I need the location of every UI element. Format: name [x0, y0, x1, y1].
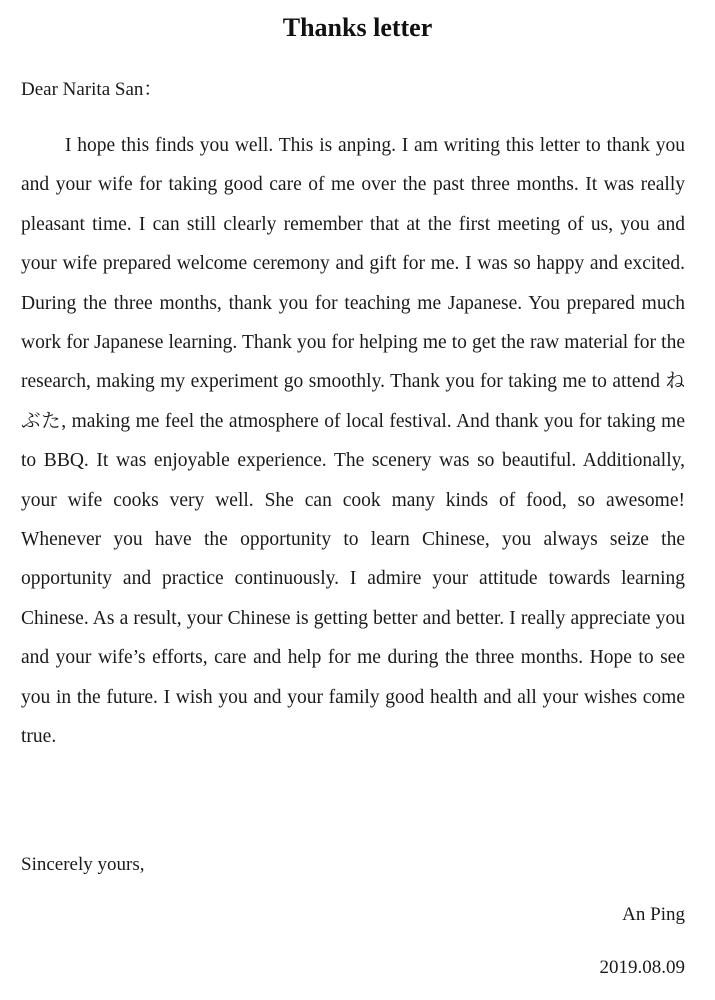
letter-closing: Sincerely yours, [21, 854, 145, 875]
letter-body: I hope this finds you well. This is anping. I am writing this letter to thank you and your wife for taking good care of me over the past three months. It was really pleasant time. I can still clearly remember that at the first meeting of us, you and your wife prepared welcome ceremony and gift for me. I was so happy and excited. During the three months, thank you for teaching me Japanese. You prepared much work for Japanese learning. Thank you for helping me to get the raw material for the research, making my experiment go smoothly. Thank you for taking me to attend ねぶた, making me feel the atmosphere of local festival. And thank you for taking me to BBQ. It was enjoyable experience. The scenery was so beautiful. Additionally, your wife cooks very well. She can cook many kinds of food, so awesome! Whenever you have the opportunity to learn Chinese, you always seize the opportunity and practice continuously. I admire your attitude towards learning Chinese. As a result, your Chinese is getting better and better. I really appreciate you and your wife’s efforts, care and help for me during the three months. Hope to see you in the future. I wish you and your family good health and all your wishes come true. [21, 135, 685, 748]
letter-date: 2019.08.09 [599, 957, 685, 978]
letter-signature: An Ping [622, 904, 685, 925]
letter-title: Thanks letter [282, 13, 433, 42]
letter-greeting: Dear Narita San： [21, 79, 163, 100]
